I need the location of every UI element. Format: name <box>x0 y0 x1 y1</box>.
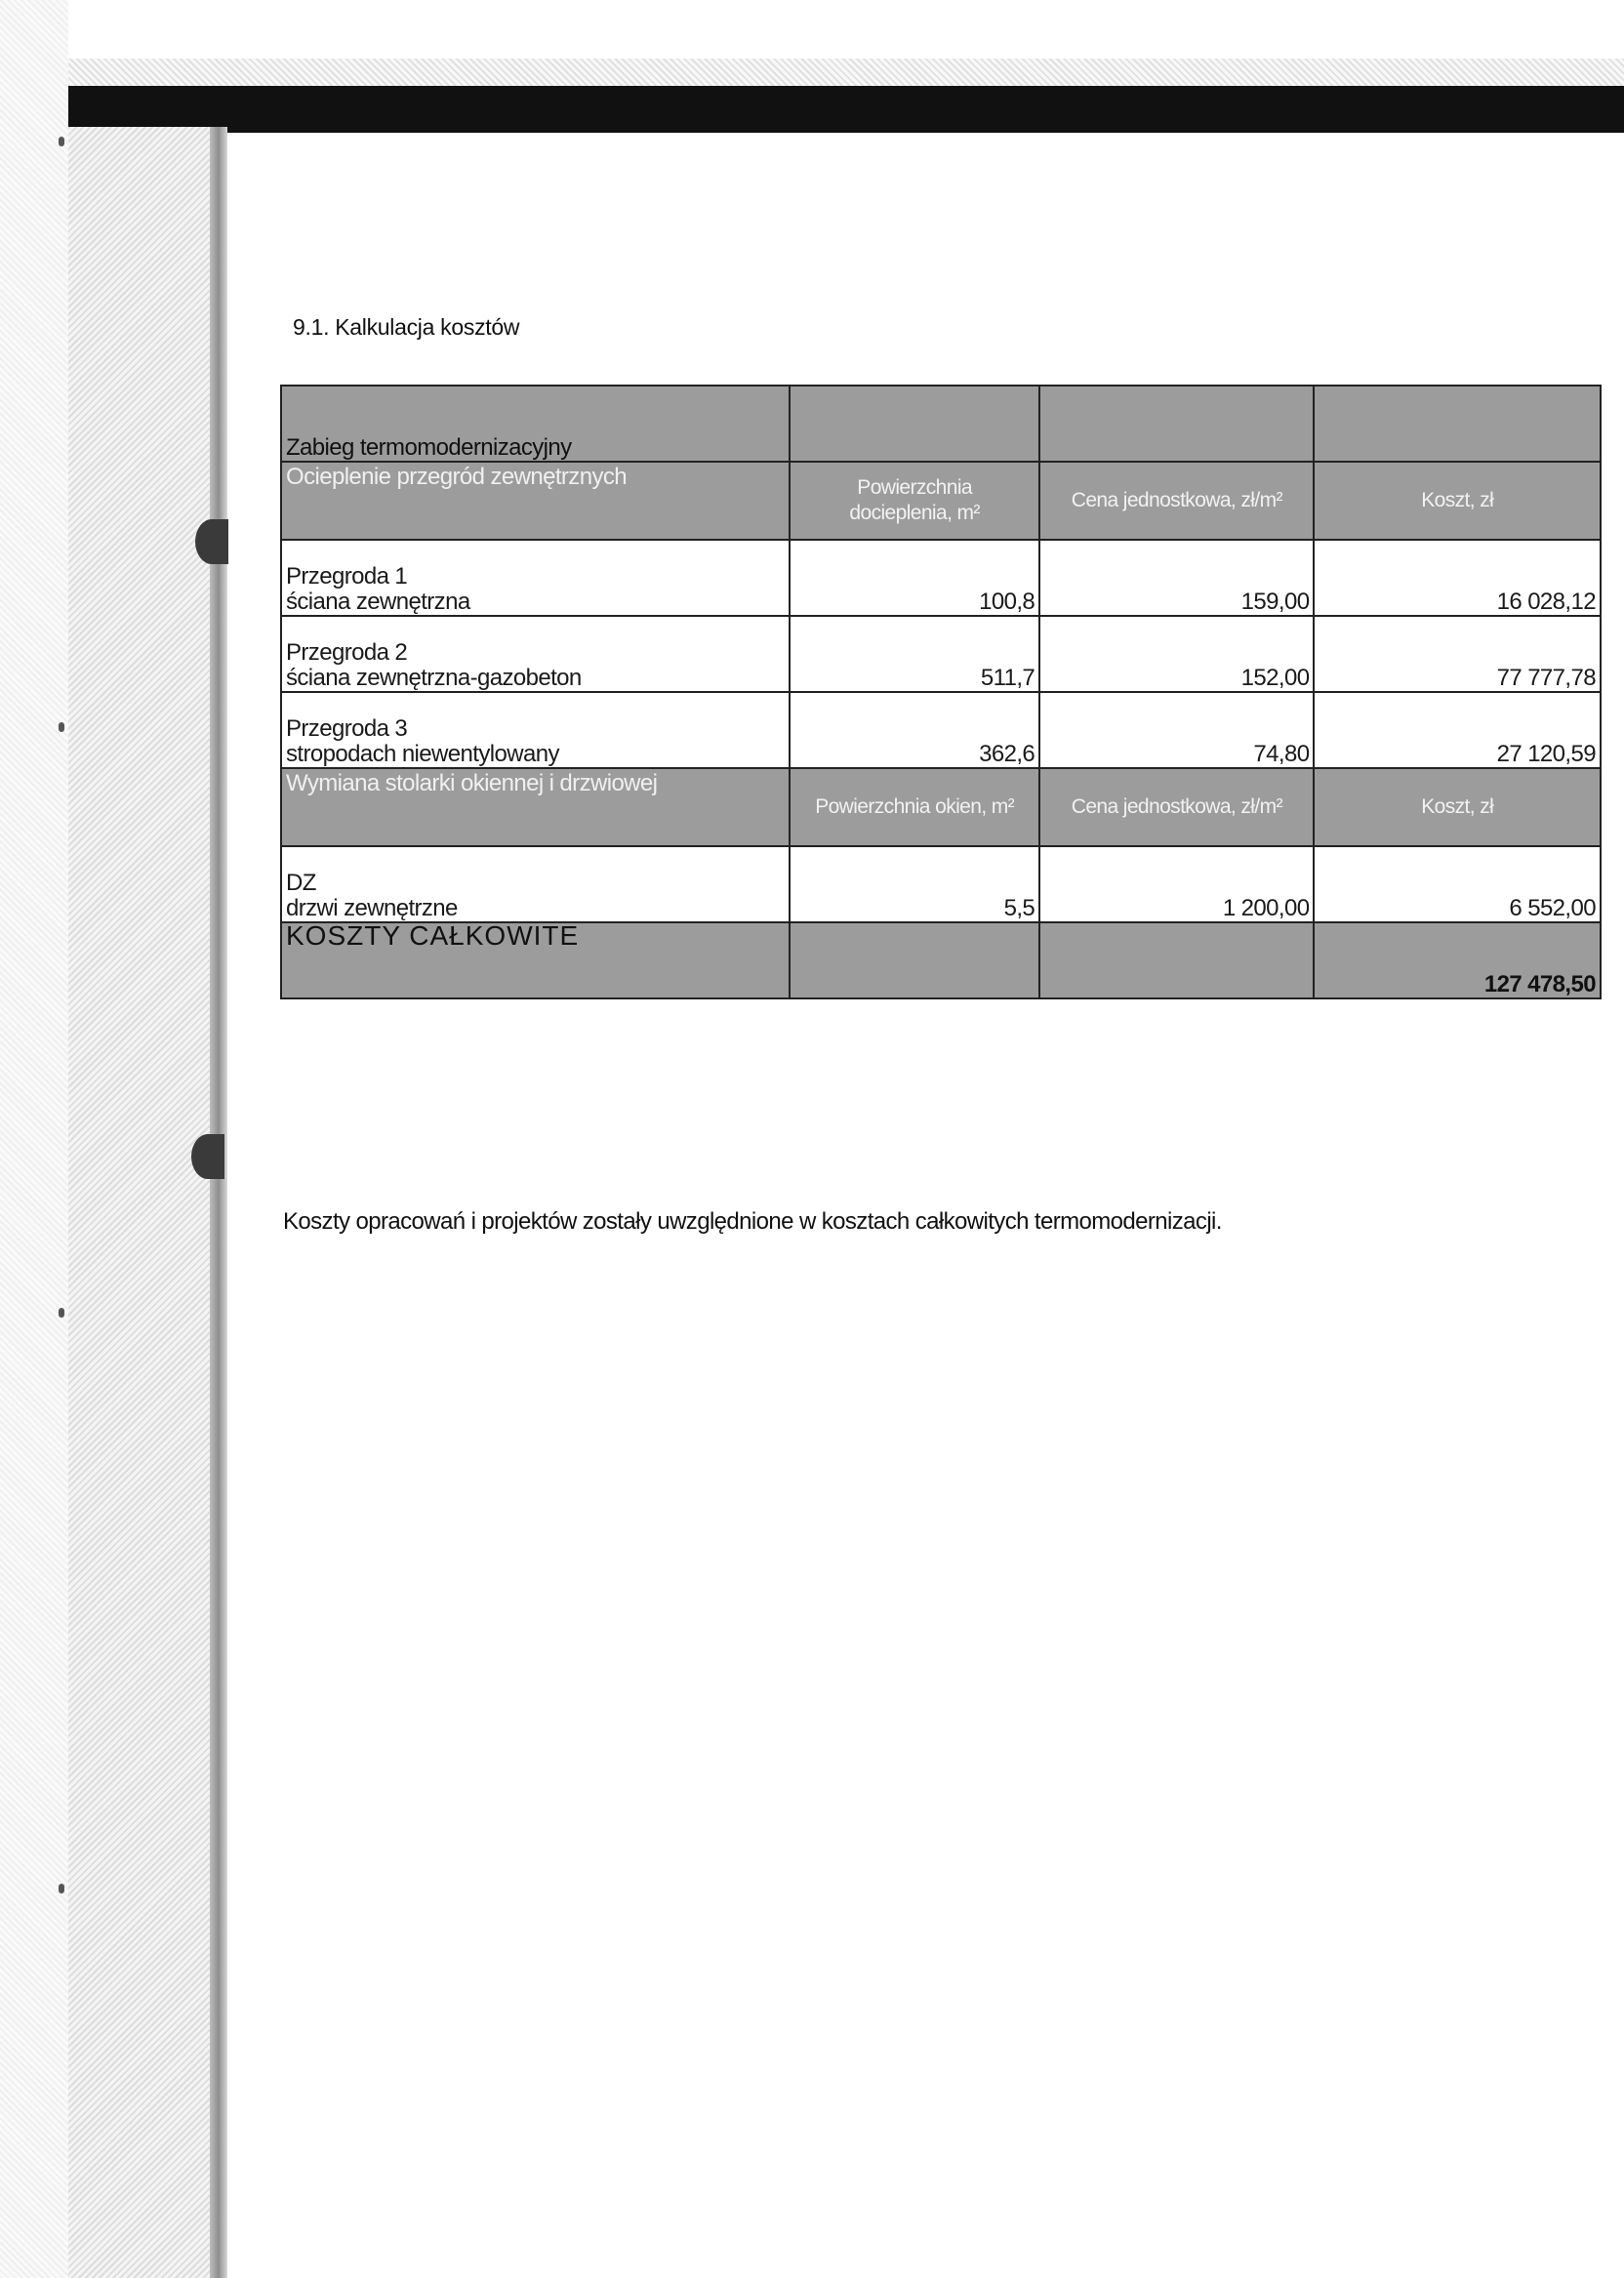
row-cost: 6 552,00 <box>1314 846 1601 922</box>
total-empty <box>790 922 1039 998</box>
group2-col-area: Powierzchnia okien, m² <box>790 768 1039 846</box>
row-area: 100,8 <box>790 540 1039 616</box>
punch-hole <box>59 722 64 732</box>
header-empty <box>1314 386 1601 462</box>
row-name: Przegroda 3 <box>286 715 408 742</box>
punch-hole <box>59 137 64 146</box>
row-desc: ściana zewnętrzna <box>286 589 470 615</box>
row-name-cell <box>281 692 790 768</box>
punch-hole <box>59 1884 64 1893</box>
total-row <box>281 922 1601 998</box>
header-empty <box>790 386 1039 462</box>
group-header-row <box>281 462 1601 540</box>
binding-edge <box>210 127 227 2278</box>
row-price: 74,80 <box>1039 692 1314 768</box>
row-cost: 16 028,12 <box>1314 540 1601 616</box>
row-name-cell <box>281 846 790 922</box>
scan-margin <box>0 0 68 2278</box>
row-cost: 77 777,78 <box>1314 616 1601 692</box>
group1-col-area <box>790 462 1039 540</box>
table-row <box>281 540 1601 616</box>
table-row <box>281 616 1601 692</box>
row-price: 1 200,00 <box>1039 846 1314 922</box>
row-cost: 27 120,59 <box>1314 692 1601 768</box>
cost-note: Koszty opracowań i projektów zostały uwzględnione w kosztach całkowitych termomodernizacji. <box>283 1208 1222 1235</box>
row-price: 152,00 <box>1039 616 1314 692</box>
row-price: 159,00 <box>1039 540 1314 616</box>
row-name-cell <box>281 540 790 616</box>
total-label: KOSZTY CAŁKOWITE <box>281 922 790 998</box>
group1-col-price: Cena jednostkowa, zł/m² <box>1039 462 1314 540</box>
group1-col-area-line2: docieplenia, m² <box>849 502 980 524</box>
group2-col-price: Cena jednostkowa, zł/m² <box>1039 768 1314 846</box>
scan-top-bar <box>68 86 1624 133</box>
binder-ring <box>191 1134 224 1179</box>
group2-label: Wymiana stolarki okiennej i drzwiowej <box>281 768 790 846</box>
group1-col-area-line1: Powierzchnia <box>857 476 972 499</box>
scan-top-shade <box>68 59 1624 86</box>
cost-table <box>280 385 1602 999</box>
group1-label: Ocieplenie przegród zewnętrznych <box>281 462 790 540</box>
header-main: Zabieg termomodernizacyjny <box>281 386 790 462</box>
row-name: DZ <box>286 870 316 896</box>
total-value: 127 478,50 <box>1314 922 1601 998</box>
section-title: 9.1. Kalkulacja kosztów <box>293 314 520 340</box>
total-empty <box>1039 922 1314 998</box>
row-area: 362,6 <box>790 692 1039 768</box>
row-name: Przegroda 1 <box>286 563 408 590</box>
table-header-row <box>281 386 1601 462</box>
binder-ring <box>195 519 228 564</box>
row-desc: drzwi zewnętrzne <box>286 895 458 921</box>
row-name-cell <box>281 616 790 692</box>
table-row <box>281 692 1601 768</box>
group1-col-cost: Koszt, zł <box>1314 462 1601 540</box>
row-area: 5,5 <box>790 846 1039 922</box>
row-name: Przegroda 2 <box>286 639 408 666</box>
binding-strip <box>68 127 224 2278</box>
table-row <box>281 846 1601 922</box>
row-desc: ściana zewnętrzna-gazobeton <box>286 665 582 691</box>
punch-hole <box>59 1308 64 1318</box>
group-header-row <box>281 768 1601 846</box>
header-empty <box>1039 386 1314 462</box>
row-area: 511,7 <box>790 616 1039 692</box>
row-desc: stropodach niewentylowany <box>286 741 559 767</box>
group2-col-cost: Koszt, zł <box>1314 768 1601 846</box>
